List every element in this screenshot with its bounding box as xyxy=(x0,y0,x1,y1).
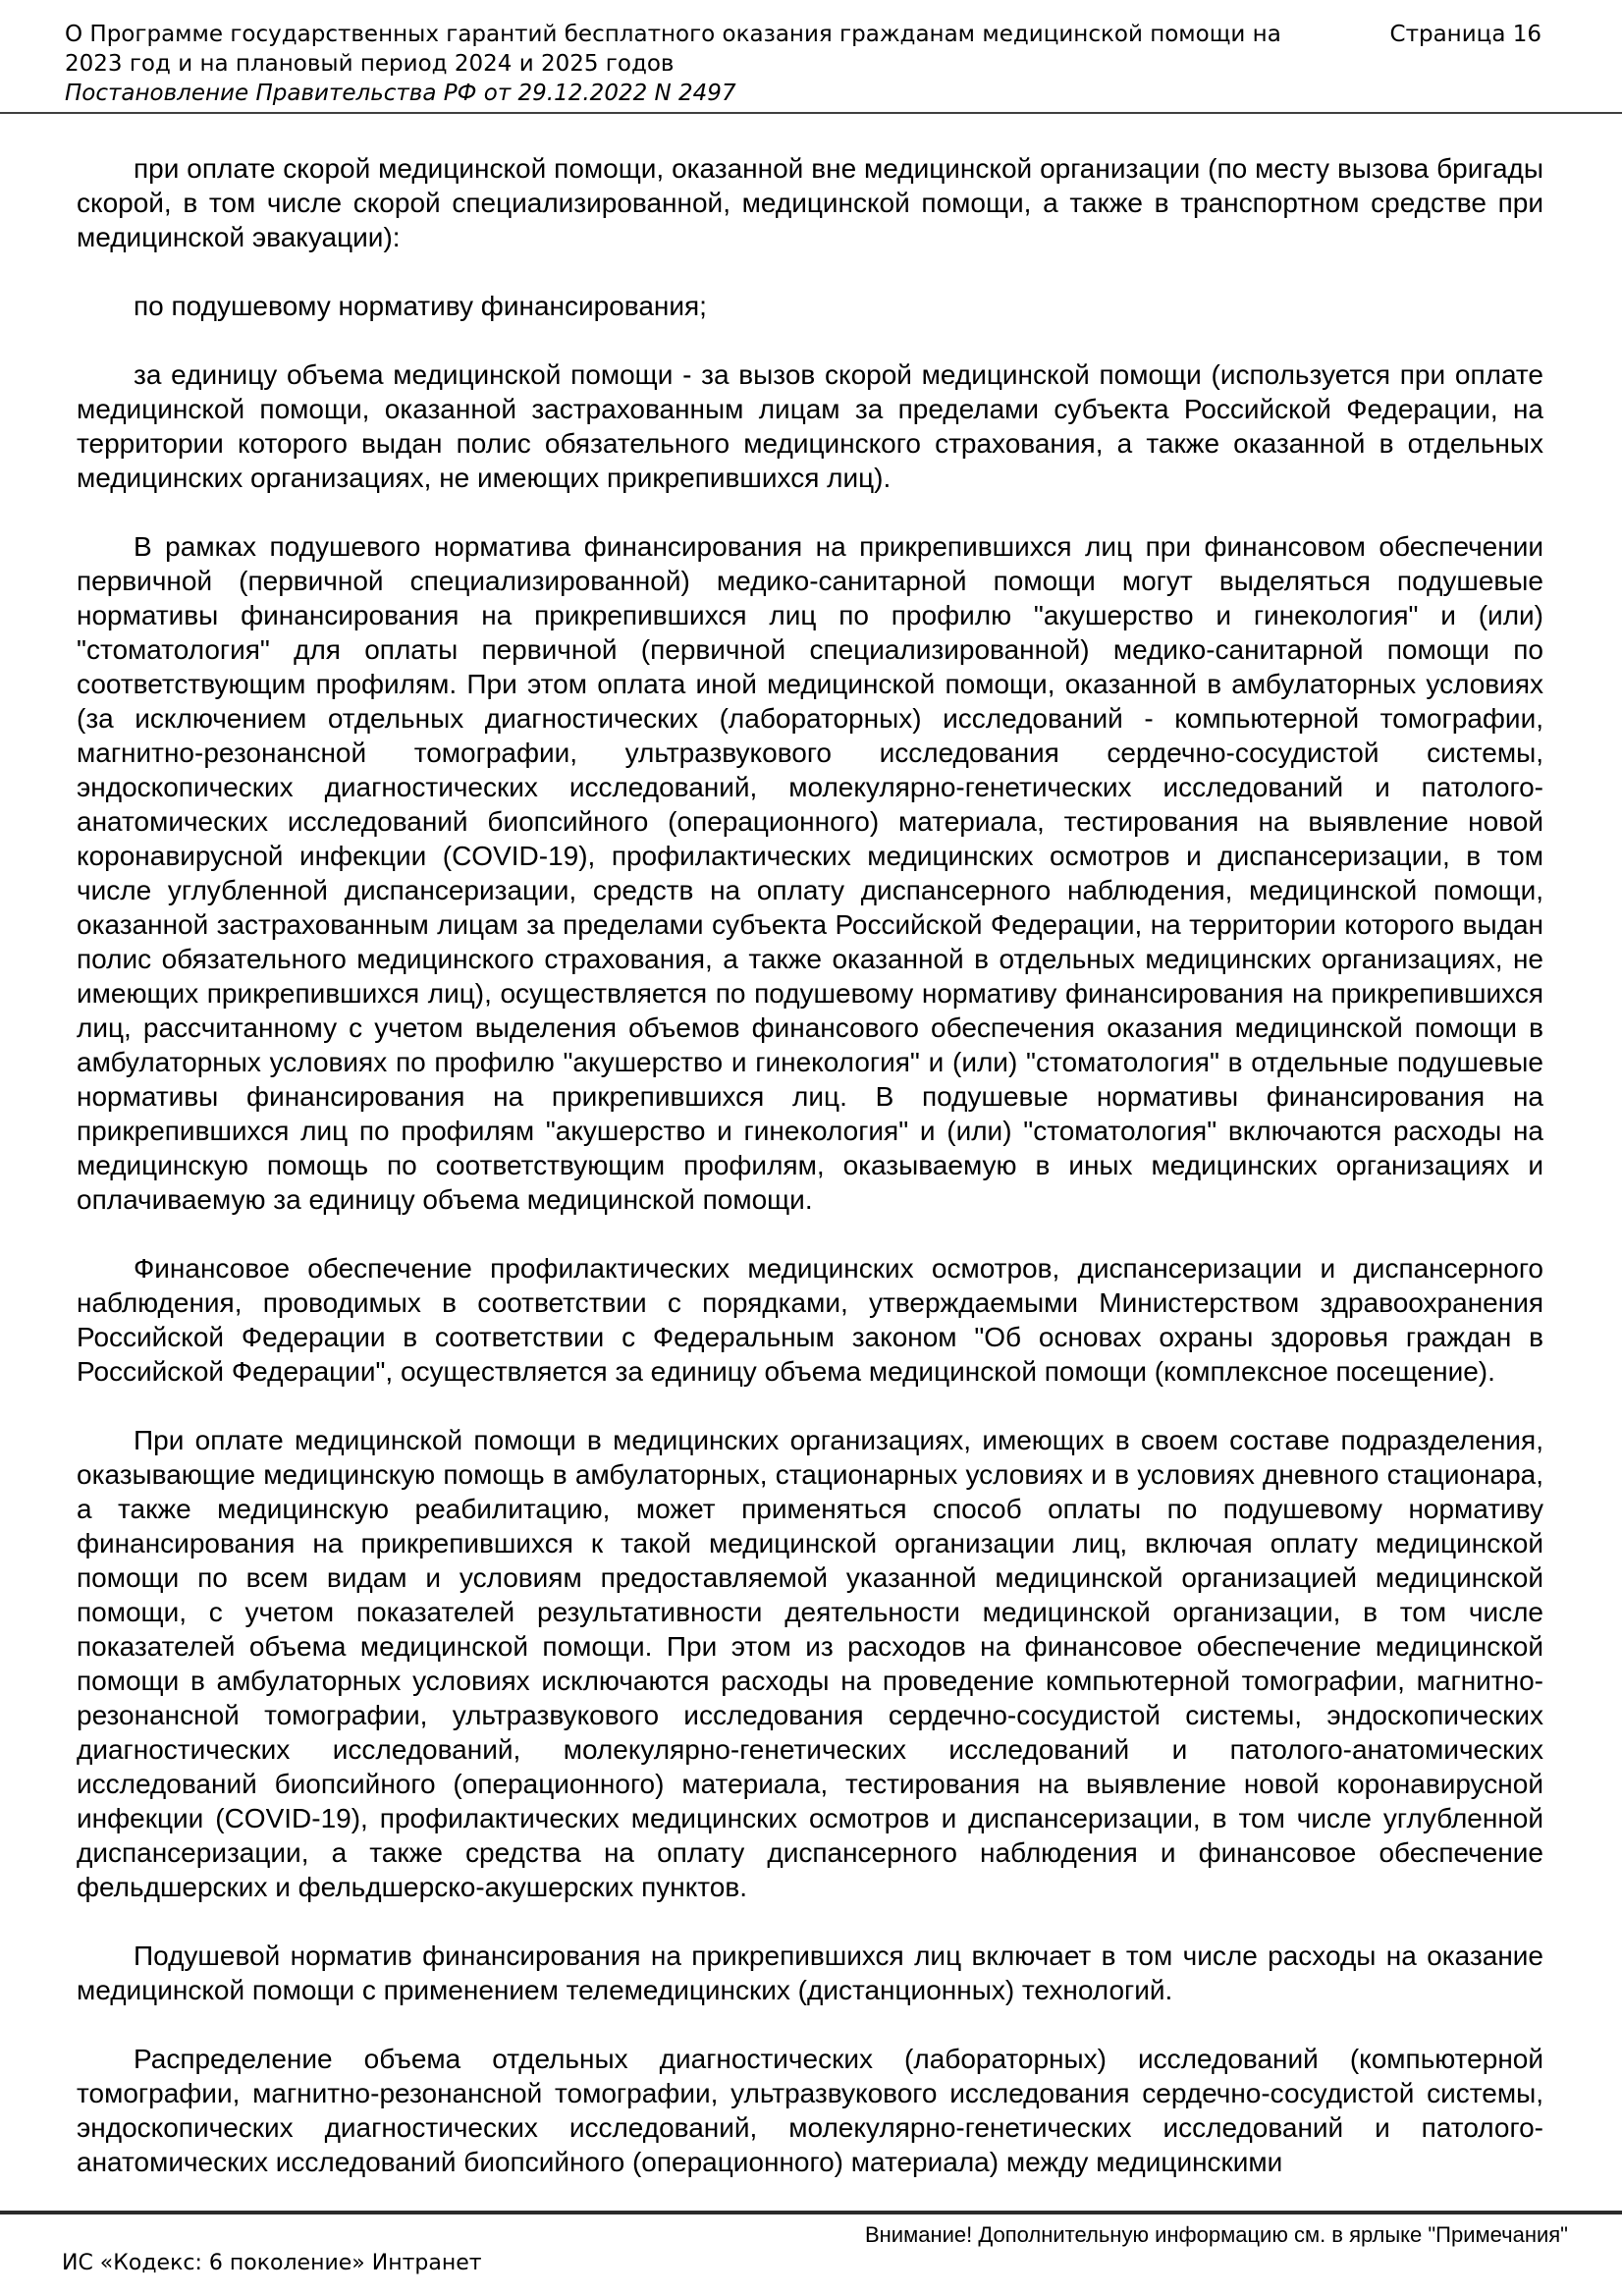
footer-notice: Внимание! Дополнительную информацию см. в ярлыке "Примечания" xyxy=(864,2222,1568,2247)
document-body xyxy=(0,114,1622,2188)
paragraph: Финансовое обеспечение профилактических медицинских осмотров, диспансеризации и диспансерного наблюдения, проводимых в соответствии с порядками, утверждаемыми Министерством здравоохранения Российской Федерации в соответствии с Федеральным законом "Об основах охраны здоровья граждан в Российской Федерации", осуществляется за единицу объема медицинской помощи (комплексное посещение). xyxy=(77,1253,1543,1387)
footer-system-label: ИС «Кодекс: 6 поколение» Интранет xyxy=(62,2251,482,2275)
paragraph: В рамках подушевого норматива финансирования на прикрепившихся лиц при финансовом обеспечении первичной (первичной специализированной) медико-санитарной помощи могут выделяться подушевые нормативы финансирования на прикрепившихся лиц по профилю "акушерство и гинекология" и (или) "стоматология" для оплаты первичной (первичной специализированной) медико-санитарной помощи по соответствующим профилям. При этом оплата иной медицинской помощи, оказанной в амбулаторных условиях (за исключением отдельных диагностических (лабораторных) исследований - компьютерной томографии, магнитно-резонансной томографии, ультразвукового исследования сердечно-сосудистой системы, эндоскопических диагностических исследований, молекулярно-генетических исследований и патолого-анатомических исследований биопсийного (операционного) материала, тестирования на выявление новой коронавирусной инфекции (COVID-19), профилактических медицинских осмотров и диспансеризации, в том числе углубленной диспансеризации, средств на оплату диспансерного наблюдения, медицинской помощи, оказанной застрахованным лицам за пределами субъекта Российской Федерации, на территории которого выдан полис обязательного медицинского страхования, а также оказанной в отдельных медицинских организациях, не имеющих прикрепившихся лиц), осуществляется по подушевому нормативу финансирования на прикрепившихся лиц, рассчитанному с учетом выделения объемов финансового обеспечения оказания медицинской помощи в амбулаторных условиях по профилю "акушерство и гинекология" и (или) "стоматология" в отдельные подушевые нормативы финансирования на прикрепившихся лиц. В подушевые нормативы финансирования на прикрепившихся лиц по профилям "акушерство и гинекология" и (или) "стоматология" включаются расходы на медицинскую помощь по соответствующим профилям, оказываемую в иных медицинских организациях и оплачиваемую за единицу объема медицинской помощи. xyxy=(77,531,1543,1215)
paragraph: При оплате медицинской помощи в медицинских организациях, имеющих в своем составе подразделения, оказывающие медицинскую помощь в амбулаторных, стационарных условиях и в условиях дневного стационара, а также медицинскую реабилитацию, может применяться способ оплаты по подушевому нормативу финансирования на прикрепившихся к такой медицинской организации лиц, включая оплату медицинской помощи по всем видам и условиям предоставляемой указанной медицинской организацией медицинской помощи, с учетом показателей результативности деятельности медицинской организации, в том числе показателей объема медицинской помощи. При этом из расходов на финансовое обеспечение медицинской помощи в амбулаторных условиях исключаются расходы на проведение компьютерной томографии, магнитно-резонансной томографии, ультразвукового исследования сердечно-сосудистой системы, эндоскопических диагностических исследований, молекулярно-генетических исследований и патолого-анатомических исследований биопсийного (операционного) материала, тестирования на выявление новой коронавирусной инфекции (COVID-19), профилактических медицинских осмотров и диспансеризации, в том числе углубленной диспансеризации, а также средства на оплату диспансерного наблюдения и финансовое обеспечение фельдшерских и фельдшерско-акушерских пунктов. xyxy=(77,1425,1543,1902)
paragraph: за единицу объема медицинской помощи - за вызов скорой медицинской помощи (используется при оплате медицинской помощи, оказанной застрахованным лицам за пределами субъекта Российской Федерации, на территории которого выдан полис обязательного медицинского страхования, а также оказанной в отдельных медицинских организациях, не имеющих прикрепившихся лиц). xyxy=(77,359,1543,493)
paragraph: по подушевому нормативу финансирования; xyxy=(134,291,707,321)
paragraph: при оплате скорой медицинской помощи, оказанной вне медицинской организации (по месту вызова бригады скорой, в том числе скорой специализированной, медицинской помощи, а также в транспортном средстве при медицинской эвакуации): xyxy=(77,153,1543,252)
document-subtitle: Постановление Правительства РФ от 29.12.2022 N 2497 xyxy=(65,81,736,106)
page-number: Страница 16 xyxy=(1389,22,1541,47)
paragraph: Подушевой норматив финансирования на прикрепившихся лиц включает в том числе расходы на оказание медицинской помощи с применением телемедицинских (дистанционных) технологий. xyxy=(77,1941,1543,2005)
document-title: О Программе государственных гарантий бесплатного оказания гражданам медицинской помощи на 2023 год и на плановый период 2024 и 2025 годов xyxy=(65,22,1281,77)
footer-separator xyxy=(0,2211,1622,2214)
header-title-block xyxy=(65,20,1322,108)
document-header xyxy=(0,0,1622,108)
paragraph: Распределение объема отдельных диагностических (лабораторных) исследований (компьютерной томографии, магнитно-резонансной томографии, ультразвукового исследования сердечно-сосудистой системы, эндоскопических диагностических исследований, молекулярно-генетических исследований и патолого-анатомических исследований биопсийного (операционного) материала) между медицинскими xyxy=(77,2044,1543,2177)
